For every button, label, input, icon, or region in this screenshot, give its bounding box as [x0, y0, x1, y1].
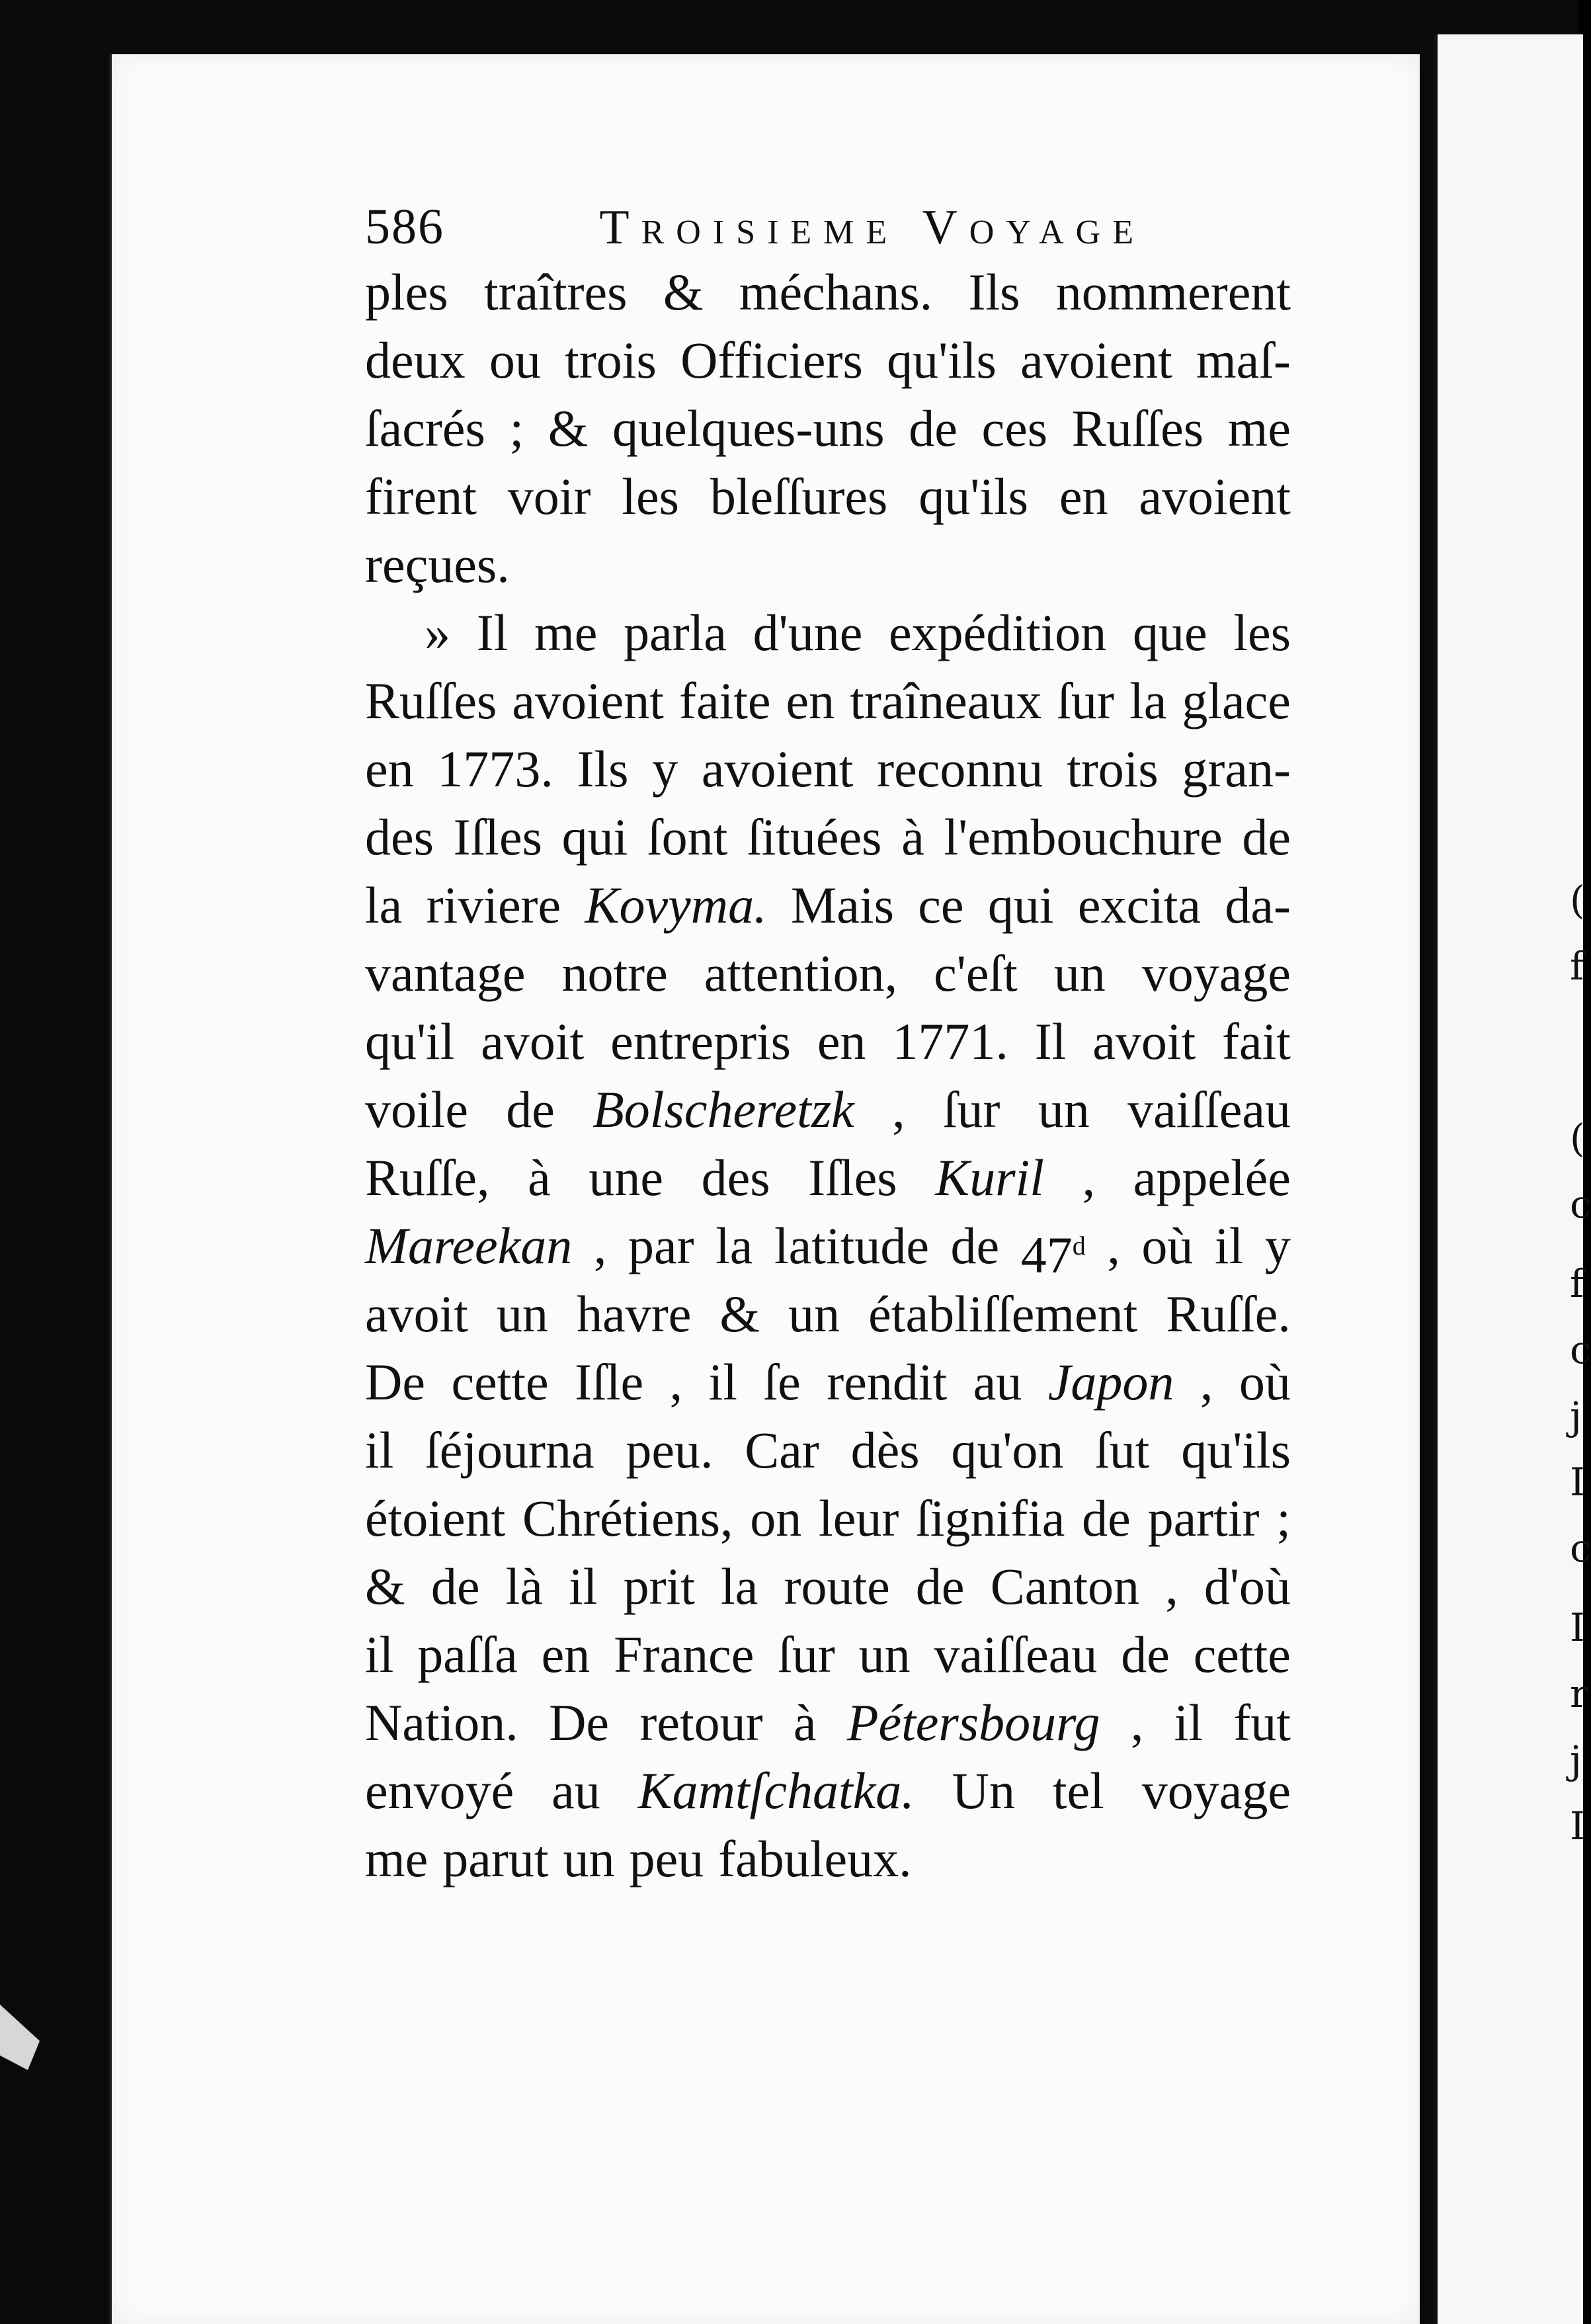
facing-page-letter: I [1570, 1605, 1585, 1650]
page-number: 586 [365, 199, 444, 255]
text-line: des Iſles qui ſont ſituées à l'embouchure de [365, 808, 1291, 866]
running-header [365, 198, 1145, 258]
text-line: Ruſſe, à une des Iſles Kuril , appelée [365, 1149, 1291, 1206]
facing-page-letter: c [1570, 1526, 1591, 1571]
text-line: vantage notre attention, c'eſt un voyage [365, 944, 1291, 1002]
facing-page-letter: ( [1570, 1116, 1585, 1161]
text-line: & de là il prit la route de Canton , d'où [365, 1557, 1291, 1615]
facing-page-letter: c [1570, 1182, 1591, 1227]
facing-page-letter: I [1570, 1804, 1585, 1848]
text-line: il ſéjourna peu. Car dès qu'on ſut qu'ils [365, 1421, 1291, 1479]
text-line: Ruſſes avoient faite en traîneaux ſur la glace [365, 672, 1291, 729]
facing-page-letter: f [1570, 944, 1584, 989]
facing-page-letter: j [1570, 1737, 1582, 1782]
facing-page-letter: f [1570, 1261, 1584, 1306]
facing-page-edge [1434, 34, 1591, 2324]
text-line: ples traîtres & méchans. Ils nommerent [365, 263, 1291, 321]
running-title: Troisieme Voyage [599, 200, 1145, 255]
text-line: me parut un peu fabuleux. [365, 1830, 912, 1888]
text-line: ſacrés ; & quelques-uns de ces Ruſſes me [365, 399, 1291, 457]
text-line: deux ou trois Officiers qu'ils avoient maſ- [365, 331, 1291, 389]
text-line: De cette Iſle , il ſe rendit au Japon , où [365, 1353, 1291, 1411]
text-line: la riviere Kovyma. Mais ce qui excita da- [365, 876, 1291, 934]
body-text [365, 258, 1291, 1893]
text-line: reçues. [365, 536, 510, 593]
text-line: étoient Chrétiens, on leur ſignifia de partir ; [365, 1489, 1291, 1547]
facing-page-letter: r [1570, 1671, 1588, 1716]
text-line: avoit un havre & un établiſſement Ruſſe. [365, 1285, 1291, 1343]
text-line: firent voir les bleſſures qu'ils en avoient [365, 468, 1291, 525]
text-line: il paſſa en France ſur un vaiſſeau de cette [365, 1626, 1291, 1683]
page-corner-fragment [0, 1997, 40, 2070]
text-line: envoyé au Kamtſchatka. Un tel voyage [365, 1762, 1291, 1819]
text-line: qu'il avoit entrepris en 1771. Il avoit fait [365, 1013, 1291, 1070]
text-line: Nation. De retour à Pétersbourg , il fut [365, 1694, 1291, 1751]
facing-page-letter: j [1570, 1393, 1582, 1438]
facing-page-letter: ( [1570, 878, 1585, 923]
text-line: Mareekan , par la latitude de 47$^d$ , où il y [365, 1217, 1291, 1284]
facing-page-letter: I [1570, 1460, 1585, 1505]
page-text [365, 198, 1291, 1893]
text-line: voile de Bolscheretzk , ſur un vaiſſeau [365, 1081, 1291, 1138]
facing-page-letter: c [1570, 1327, 1591, 1372]
text-line: » Il me parla d'une expédition que les [425, 604, 1291, 661]
text-line: en 1773. Ils y avoient reconnu trois gran- [365, 740, 1291, 798]
